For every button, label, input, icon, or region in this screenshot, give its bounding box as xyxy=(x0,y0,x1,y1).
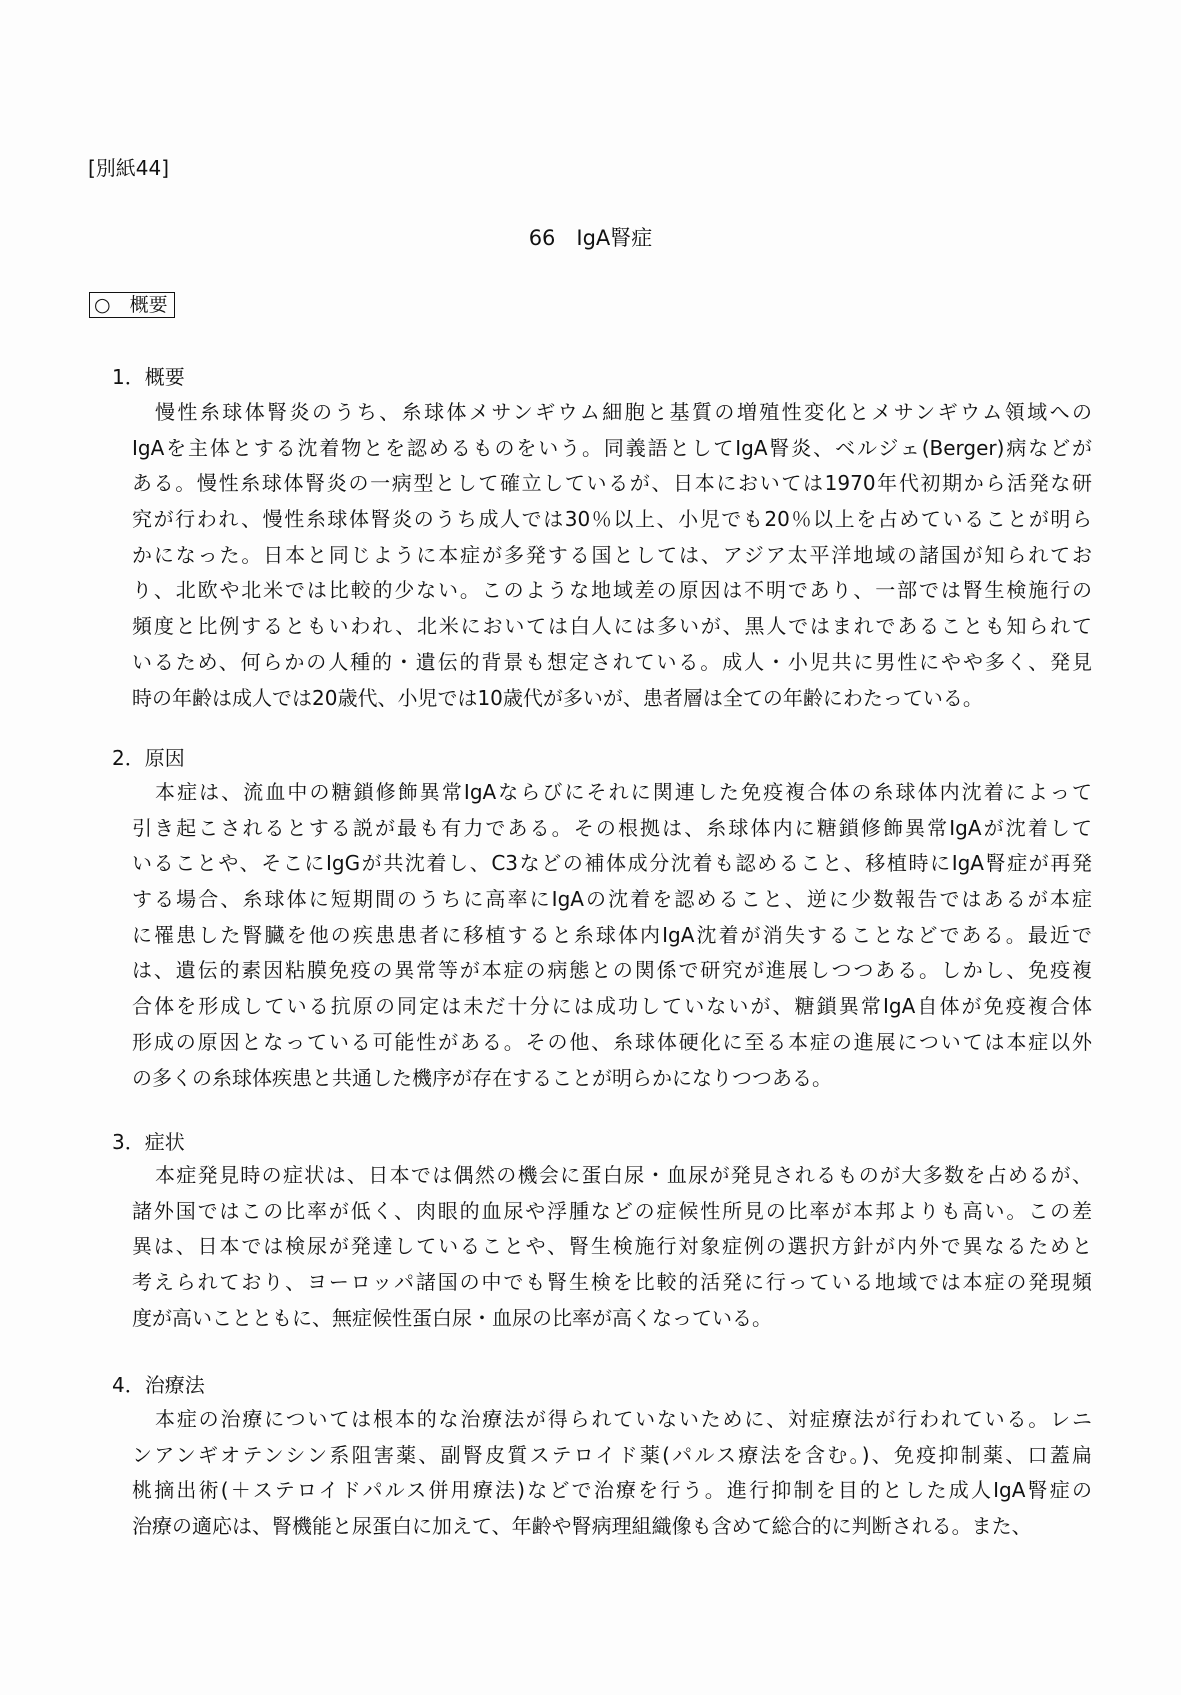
section-heading-treatment: 4．治療法 xyxy=(112,1373,205,1397)
paragraph-line: 時の年齢は成人では20歳代、小児では10歳代が多いが、患者層は全ての年齢にわたっている。 xyxy=(132,685,983,710)
paragraph-line: 慢性糸球体腎炎のうち、糸球体メサンギウム細胞と基質の増殖性変化とメサンギウム領域への xyxy=(155,400,1092,424)
section-heading-symptoms: 3．症状 xyxy=(112,1130,185,1154)
paragraph-line: 異は、日本では検尿が発達していることや、腎生検施行対象症例の選択方針が内外で異なるためと xyxy=(132,1234,1092,1259)
section-body-treatment xyxy=(132,1402,1092,1545)
attachment-label: [別紙44] xyxy=(88,156,170,180)
section-body-overview xyxy=(132,395,1092,716)
paragraph-line: 桃摘出術(＋ステロイドパルス併用療法)などで治療を行う。進行抑制を目的とした成人IgA腎症の xyxy=(132,1478,1092,1503)
paragraph-line: 考えられており、ヨーロッパ諸国の中でも腎生検を比較的活発に行っている地域では本症の発現頻 xyxy=(132,1270,1092,1295)
paragraph-line: 合体を形成している抗原の同定は未だ十分には成功していないが、糖鎖異常IgA自体が免疫複合体 xyxy=(132,994,1092,1019)
section-body-symptoms xyxy=(132,1158,1092,1336)
paragraph-line: かになった。日本と同じように本症が多発する国としては、アジア太平洋地域の諸国が知られてお xyxy=(132,542,1092,567)
paragraph-line: 本症の治療については根本的な治療法が得られていないために、対症療法が行われている。レニ xyxy=(155,1407,1092,1431)
paragraph-line: の多くの糸球体疾患と共通した機序が存在することが明らかになりつつある。 xyxy=(132,1065,832,1090)
paragraph-line: IgAを主体とする沈着物とを認めるものをいう。同義語としてIgA腎炎、ベルジェ(Berger)病などが xyxy=(132,435,1092,460)
paragraph-line: する場合、糸球体に短期間のうちに高率にIgAの沈着を認めること、逆に少数報告ではあるが本症 xyxy=(132,887,1092,912)
document-title: 66 IgA腎症 xyxy=(528,226,653,250)
section-heading-overview: 1．概要 xyxy=(112,365,185,389)
paragraph-line: 形成の原因となっている可能性がある。その他、糸球体硬化に至る本症の進展については本症以外 xyxy=(132,1029,1092,1054)
paragraph-line: ある。慢性糸球体腎炎の一病型として確立しているが、日本においては1970年代初期から活発な研 xyxy=(132,471,1092,496)
paragraph-line: 本症は、流血中の糖鎖修飾異常IgAならびにそれに関連した免疫複合体の糸球体内沈着によって xyxy=(155,780,1092,804)
paragraph-line: いるため、何らかの人種的・遺伝的背景も想定されている。成人・小児共に男性にやや多く、発見 xyxy=(132,649,1092,674)
paragraph-line: ンアンギオテンシン系阻害薬、副腎皮質ステロイド薬(パルス療法を含む。)、免疫抑制薬、口蓋扁 xyxy=(132,1442,1092,1467)
section-body-cause xyxy=(132,775,1092,1096)
paragraph-line: 諸外国ではこの比率が低く、肉眼的血尿や浮腫などの症候性所見の比率が本邦よりも高い。この差 xyxy=(132,1198,1092,1223)
paragraph-line: 引き起こされるとする説が最も有力である。その根拠は、糸球体内に糖鎖修飾異常IgAが沈着して xyxy=(132,815,1092,840)
paragraph-line: 治療の適応は、腎機能と尿蛋白に加えて、年齢や腎病理組織像も含めて総合的に判断される。また、 xyxy=(132,1514,1032,1539)
section-heading-cause: 2．原因 xyxy=(112,746,185,770)
paragraph-line: り、北欧や北米では比較的少ない。このような地域差の原因は不明であり、一部では腎生検施行の xyxy=(132,578,1092,603)
paragraph-line: は、遺伝的素因粘膜免疫の異常等が本症の病態との関係で研究が進展しつつある。しかし、免疫複 xyxy=(132,958,1092,983)
paragraph-line: 度が高いことともに、無症候性蛋白尿・血尿の比率が高くなっている。 xyxy=(132,1305,772,1330)
paragraph-line: 本症発見時の症状は、日本では偶然の機会に蛋白尿・血尿が発見されるものが大多数を占めるが、 xyxy=(155,1163,1092,1187)
overview-box-heading: ○ 概要 xyxy=(89,292,175,318)
paragraph-line: に罹患した腎臓を他の疾患患者に移植すると糸球体内IgA沈着が消失することなどである。最近で xyxy=(132,922,1092,947)
paragraph-line: 究が行われ、慢性糸球体腎炎のうち成人では30％以上、小児でも20％以上を占めていることが明ら xyxy=(132,507,1092,532)
paragraph-line: いることや、そこにIgGが共沈着し、C3などの補体成分沈着も認めること、移植時にIgA腎症が再発 xyxy=(132,851,1092,876)
paragraph-line: 頻度と比例するともいわれ、北米においては白人には多いが、黒人ではまれであることも知られて xyxy=(132,614,1092,639)
